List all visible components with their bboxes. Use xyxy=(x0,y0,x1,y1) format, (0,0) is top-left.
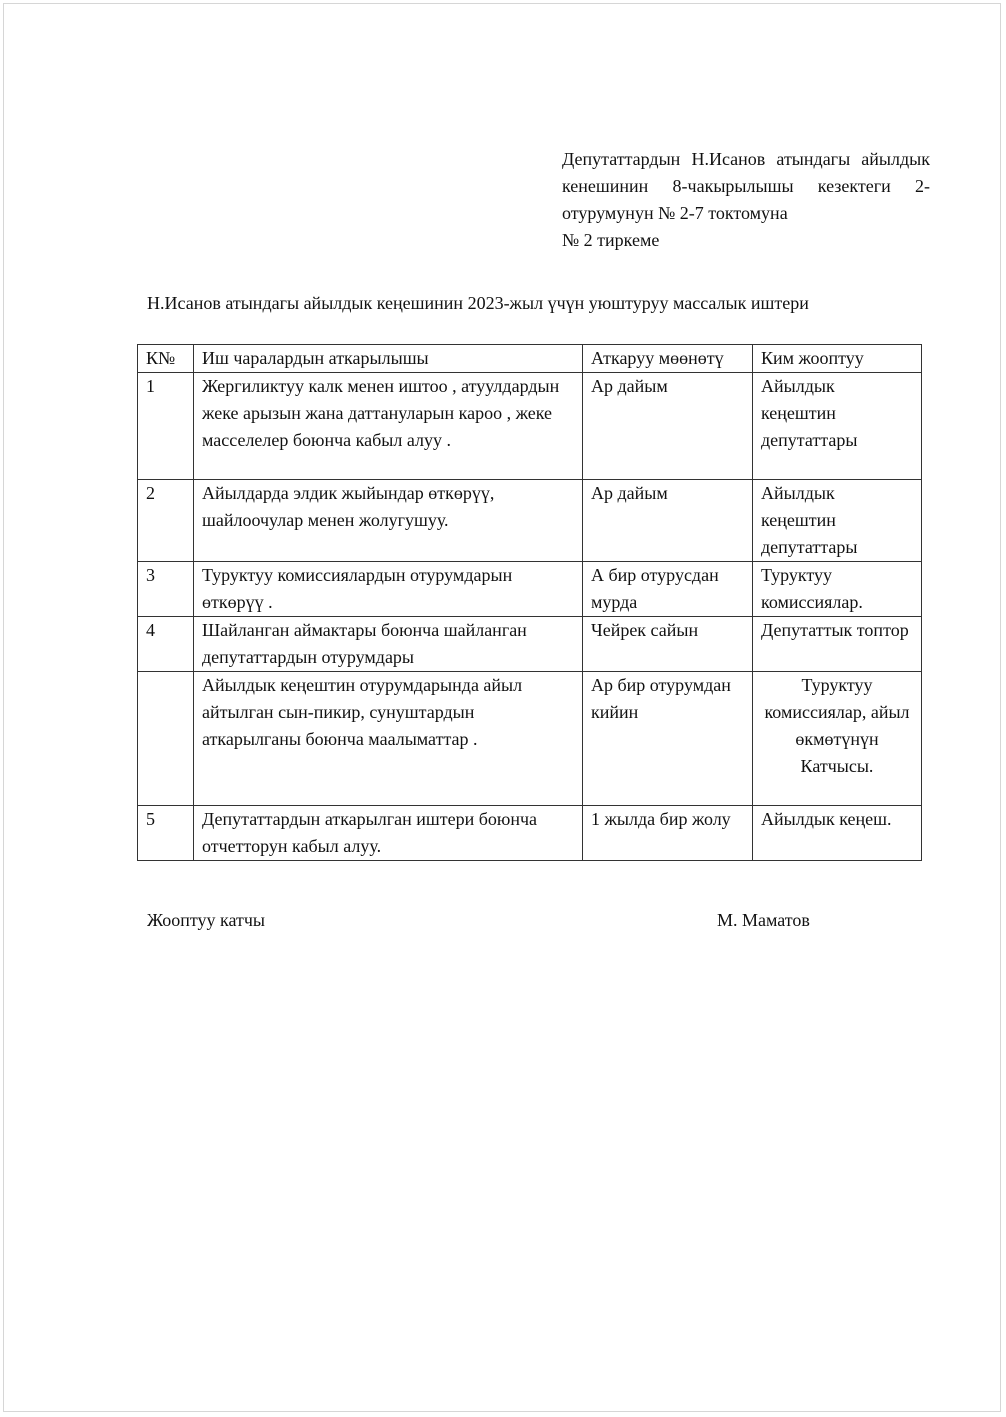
row-task: Айылдарда элдик жыйындар өткөрүү, шайлоочулар менен жолугушуу. xyxy=(194,480,583,562)
row-responsible: Айылдык кеңештин депутаттары xyxy=(753,373,922,480)
row-term: Чейрек сайын xyxy=(583,617,753,672)
table-row xyxy=(138,617,922,672)
table-row xyxy=(138,480,922,562)
row-term: Ар дайым xyxy=(583,480,753,562)
header-number: К№ xyxy=(138,345,194,373)
row-responsible: Депутаттык топтор xyxy=(753,617,922,672)
row-number xyxy=(138,672,194,806)
header-responsible: Ким жооптуу xyxy=(753,345,922,373)
table-row xyxy=(138,373,922,480)
header-term: Аткаруу мөөнөтү xyxy=(583,345,753,373)
row-responsible: Айылдык кеңештин депутаттары xyxy=(753,480,922,562)
row-task: Шайланган аймактары боюнча шайланган депутаттардын отурумдары xyxy=(194,617,583,672)
plan-table xyxy=(137,344,922,861)
row-task: Туруктуу комиссиялардын отурумдарын өткөрүү . xyxy=(194,562,583,617)
row-responsible: Айылдык кеңеш. xyxy=(753,806,922,861)
row-term: Ар бир отурумдан кийин xyxy=(583,672,753,806)
row-task: Депутаттардын аткарылган иштери боюнча отчетторун кабыл алуу. xyxy=(194,806,583,861)
signature-label: Жооптуу катчы xyxy=(147,910,265,930)
row-number: 3 xyxy=(138,562,194,617)
header-block xyxy=(562,146,930,254)
row-term: А бир отуруcдан мурда xyxy=(583,562,753,617)
table-header-row xyxy=(138,345,922,373)
row-responsible: Туруктуу комиссиялар. xyxy=(753,562,922,617)
signature-name: М. Маматов xyxy=(717,910,810,930)
table-row xyxy=(138,672,922,806)
table-row xyxy=(138,562,922,617)
row-task: Жергиликтуу калк менен иштоо , атуулдардын жеке арызын жана даттануларын кароо , жеке масселелер боюнча кабыл алуу . xyxy=(194,373,583,480)
row-number: 4 xyxy=(138,617,194,672)
document-title: Н.Исанов атындагы айылдык кеңешинин 2023-жыл үчүн уюштуруу массалык иштери xyxy=(147,293,809,313)
row-term: Ар дайым xyxy=(583,373,753,480)
header-line-1: Депутаттардын Н.Исанов атындагы айылдык кенешинин 8-чакырылышы кезектеги 2-отурумунун № 2-7 токтомуна xyxy=(562,149,930,223)
table-row xyxy=(138,806,922,861)
header-task: Иш чаралардын аткарылышы xyxy=(194,345,583,373)
row-number: 1 xyxy=(138,373,194,480)
row-term: 1 жылда бир жолу xyxy=(583,806,753,861)
row-responsible: Туруктуу комиссиялар, айыл өкмөтүнүн Катчысы. xyxy=(753,672,922,806)
header-line-2: № 2 тиркеме xyxy=(562,230,660,250)
row-number: 2 xyxy=(138,480,194,562)
row-task: Айылдык кеңештин отурумдарында айыл айтылган сын-пикир, сунуштардын аткарылганы боюнча маалыматтар . xyxy=(194,672,583,806)
row-number: 5 xyxy=(138,806,194,861)
